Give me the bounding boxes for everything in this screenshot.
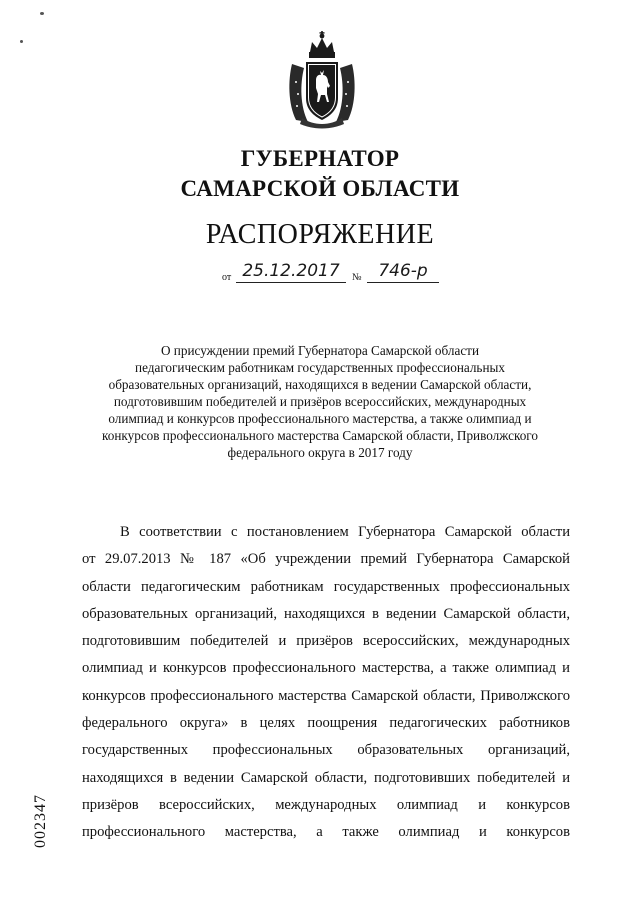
body-line: подготовившим победителей и призёров всероссийских, международных [82, 633, 570, 650]
body-line: конкурсов профессионального мастерства Самарской области, Приволжского [82, 687, 570, 704]
registry-number-stamp: 002347 [32, 794, 49, 848]
body-line: области педагогическим работникам государственных профессиональных [82, 578, 570, 595]
issuer-title [0, 144, 640, 204]
body-line: находящихся в ведении Самарской области, подготовивших победителей и [82, 769, 570, 786]
body-line: от 29.07.2013 № 187 «Об учреждении премий Губернатора Самарской [82, 551, 570, 568]
subject-line: подготовившим победителей и призёров всероссийских, международных [113, 394, 527, 409]
document-type: РАСПОРЯЖЕНИЕ [205, 219, 435, 250]
subject-line: О присуждении премий Губернатора Самарской области [160, 343, 480, 358]
body-line: призёров всероссийских, международных олимпиад и конкурсов [82, 796, 570, 813]
subject-line: конкурсов профессионального мастерства Самарской области, Приволжского [102, 428, 538, 443]
issuer-title-line1: ГУБЕРНАТОР [240, 146, 400, 171]
subject-line: педагогическим работникам государственных профессиональных [135, 360, 505, 375]
body-line: федерального округа» в целях поощрения педагогических работников [82, 715, 570, 732]
document-date: 25.12.2017 [236, 262, 346, 283]
body-line: государственных профессиональных образовательных организаций, [82, 742, 570, 759]
body-line: образовательных организаций, находящихся в ведении Самарской области, [82, 605, 570, 622]
issuer-title-line2: САМАРСКОЙ ОБЛАСТИ [180, 176, 460, 201]
date-prefix: от [222, 272, 232, 283]
scan-speck [20, 40, 23, 43]
body-line: профессионального мастерства, а также олимпиад и конкурсов [82, 824, 570, 841]
document-number: 746-р [367, 262, 439, 283]
body-line: олимпиад и конкурсов профессионального мастерства, а также олимпиад и [82, 660, 570, 677]
document-subject [100, 342, 540, 461]
samara-coat-of-arms-icon [286, 30, 358, 130]
body-line: В соответствии с постановлением Губернатора Самарской области [120, 524, 570, 540]
subject-line: образовательных организаций, находящихся в ведении Самарской области, [108, 377, 532, 392]
subject-line: олимпиад и конкурсов профессионального мастерства, а также олимпиад и [108, 411, 532, 426]
scan-speck [40, 12, 44, 15]
subject-line: федерального округа в 2017 году [227, 445, 413, 460]
number-prefix: № [352, 272, 362, 283]
document-body [82, 519, 570, 847]
registration-line [222, 262, 462, 288]
